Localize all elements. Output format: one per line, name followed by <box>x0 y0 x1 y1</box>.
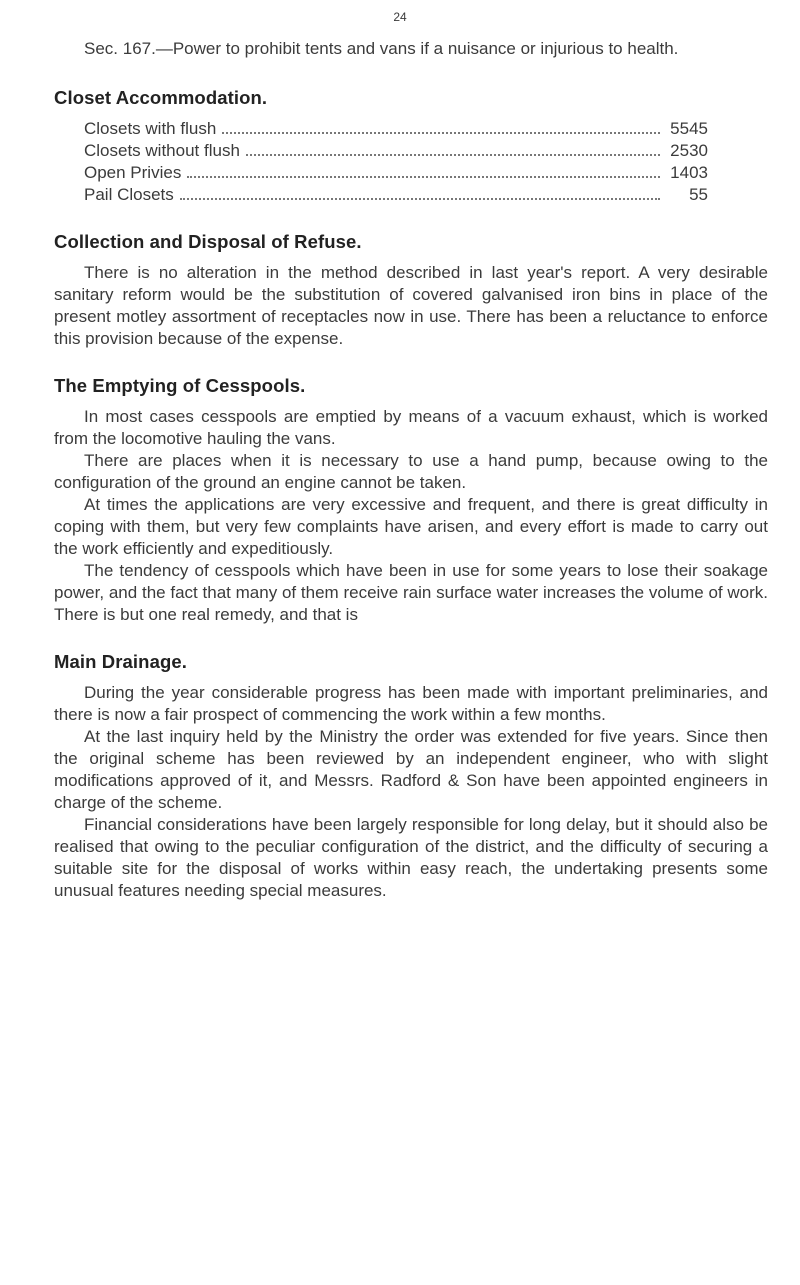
refuse-paragraph: There is no alteration in the method described in last year's report. A very desirable sanitary reform would be the substitution of covered galvanised iron bins in place of the present motley assortment of receptacles now in use. There has been a reluctance to enforce this provision because of the expense. <box>54 263 768 348</box>
closet-label: Open Privies <box>84 163 182 182</box>
section-intro: Sec. 167.—Power to prohibit tents and vans if a nuisance or injurious to health. <box>84 39 679 58</box>
cesspools-paragraph: There are places when it is necessary to use a hand pump, because owing to the configuration of the ground an engine cannot be taken. <box>54 451 768 492</box>
closet-accommodation-heading: Closet Accommodation. <box>54 87 268 108</box>
closet-label: Pail Closets <box>84 185 174 204</box>
closet-list <box>84 118 708 206</box>
cesspools-section <box>54 374 768 626</box>
cesspools-paragraph: In most cases cesspools are emptied by means of a vacuum exhaust, which is worked from the locomotive hauling the vans. <box>54 407 768 448</box>
closet-row <box>84 118 708 140</box>
dot-leader <box>180 198 660 200</box>
dot-leader <box>222 132 660 134</box>
closet-count: 55 <box>689 185 708 204</box>
cesspools-heading: The Emptying of Cesspools. <box>54 375 306 396</box>
drainage-paragraph: During the year considerable progress has been made with important preliminaries, and there is now a fair prospect of commencing the work within a few months. <box>54 683 768 724</box>
refuse-heading: Collection and Disposal of Refuse. <box>54 231 362 252</box>
dot-leader <box>187 176 660 178</box>
closet-row <box>84 184 708 206</box>
main-drainage-heading: Main Drainage. <box>54 651 187 672</box>
closet-label: Closets with flush <box>84 119 217 138</box>
page-content <box>54 38 768 902</box>
closet-row <box>84 140 708 162</box>
drainage-paragraph: Financial considerations have been largely responsible for long delay, but it should also be realised that owing to the peculiar configuration of the district, and the difficulty of securing a suitable site for the disposal of works within easy reach, the undertaking presents some unusual features needing special measures. <box>54 815 768 900</box>
main-drainage-section <box>54 650 768 902</box>
drainage-paragraph: At the last inquiry held by the Ministry the order was extended for five years. Since then the original scheme has been reviewed by an independent engineer, who with slight modifications approved of it, and Messrs. Radford & Son have been appointed engineers in charge of the scheme. <box>54 727 768 812</box>
closet-count: 5545 <box>670 119 708 138</box>
page-number: 24 <box>393 10 407 24</box>
closet-count: 2530 <box>670 141 708 160</box>
closet-count: 1403 <box>670 163 708 182</box>
refuse-section <box>54 230 768 350</box>
dot-leader <box>246 154 660 156</box>
cesspools-paragraph: At times the applications are very excessive and frequent, and there is great difficulty in coping with them, but very few complaints have arisen, and every effort is made to carry out the work efficiently and expeditiously. <box>54 495 768 558</box>
closet-row <box>84 162 708 184</box>
closet-accommodation-section <box>54 86 768 206</box>
cesspools-paragraph: The tendency of cesspools which have been in use for some years to lose their soakage power, and the fact that many of them receive rain surface water increases the volume of work. There is but one real remedy, and that is <box>54 561 768 624</box>
closet-label: Closets without flush <box>84 141 240 160</box>
